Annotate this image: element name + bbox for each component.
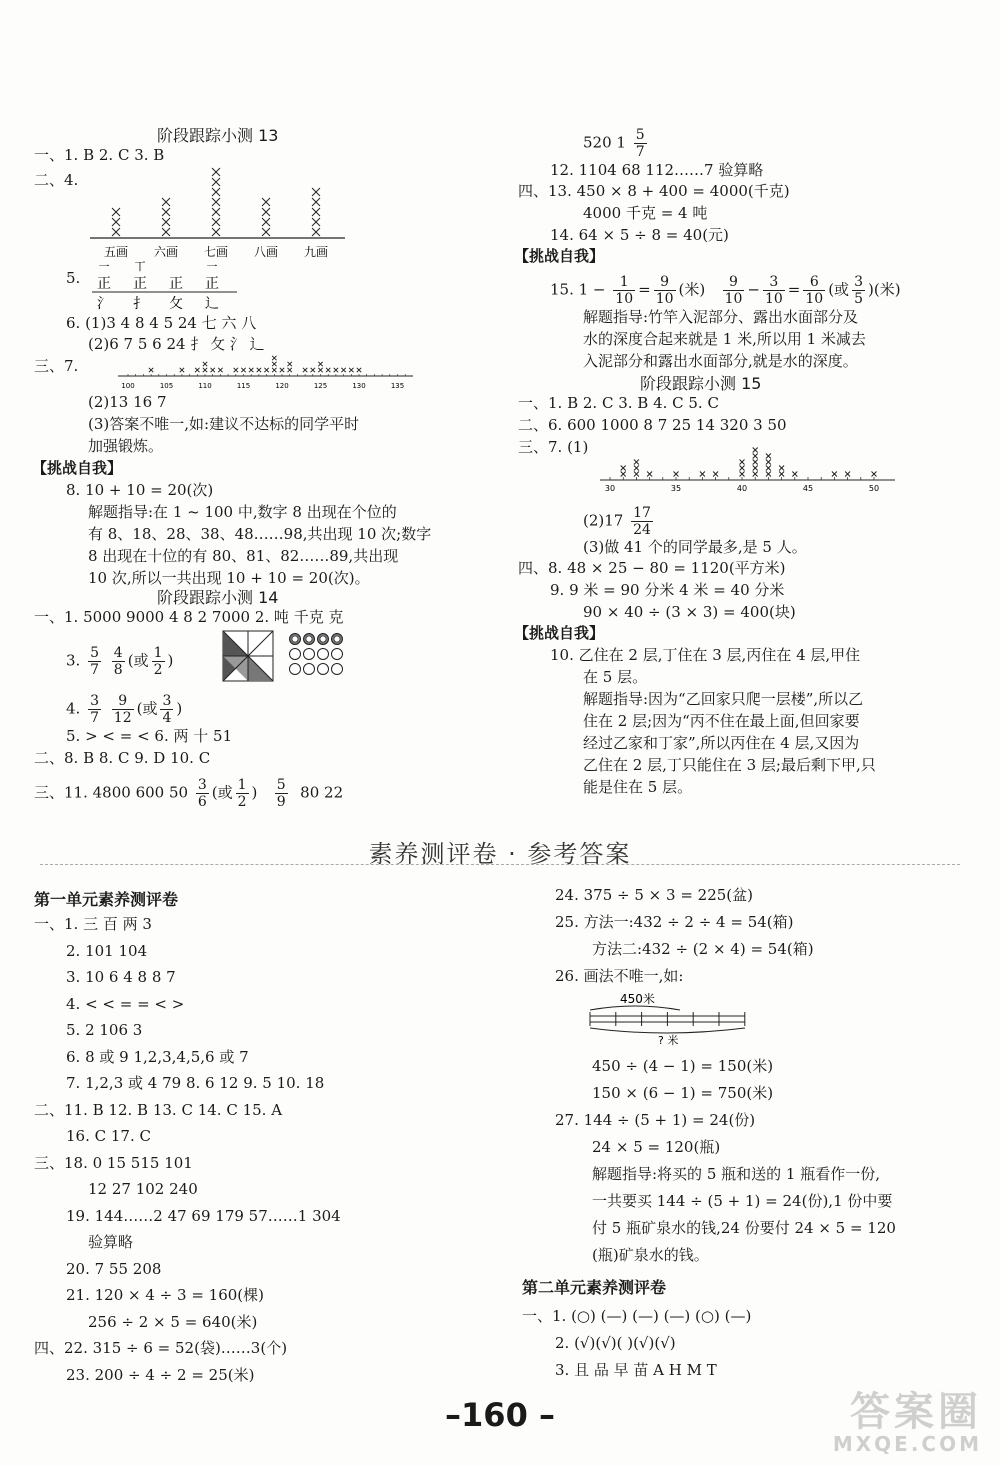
circle xyxy=(318,649,329,660)
tally-top: 一 xyxy=(206,260,218,273)
s14-circles-grid xyxy=(288,632,348,680)
frac xyxy=(236,777,249,810)
u1-answer-line: 16. C 17. C xyxy=(66,1127,151,1145)
u1-answer-line: 3. 10 6 4 8 8 7 xyxy=(66,968,176,986)
unit: )(米) xyxy=(867,280,901,299)
circle xyxy=(290,664,301,675)
circle xyxy=(332,664,343,675)
rt-q15-label: 15. 1 − xyxy=(550,280,606,299)
den: 7 xyxy=(90,710,100,726)
s14-q11-tail: 80 22 xyxy=(300,783,344,802)
unit: (米) xyxy=(678,280,706,299)
s15-challenge: 【挑战自我】 xyxy=(514,624,605,642)
frac xyxy=(634,127,647,160)
minus: − xyxy=(747,280,760,299)
axis-label: 45 xyxy=(802,484,814,493)
den: 9 xyxy=(276,794,286,810)
num: 3 xyxy=(854,274,863,290)
frac xyxy=(723,274,745,307)
u1-q25b: 方法二:432 ÷ (2 × 4) = 54(箱) xyxy=(592,940,814,958)
axis-label: 110 xyxy=(198,382,212,390)
den: 7 xyxy=(635,144,645,160)
s13-q4: 二、4. xyxy=(34,171,79,189)
tally-mark: 正 xyxy=(205,276,219,292)
axis-label: 35 xyxy=(670,484,682,493)
rt-q13: 四、13. 450 × 8 + 400 = 4000(千克) xyxy=(518,182,790,200)
num: 1 xyxy=(237,777,247,793)
or-text: (或 xyxy=(136,699,158,718)
circle xyxy=(304,664,315,675)
s13-q7: 三、7. xyxy=(34,357,79,375)
s14-q11: 三、11. 4800 600 50 $\frac{3}{6}$ (或 $\frac{1}{2}$ ) $\frac{5}{9}$ 80 22 xyxy=(34,777,344,810)
num: 5 xyxy=(276,777,286,793)
category-label: 七画 xyxy=(203,245,229,259)
s14-q3-label: 3. xyxy=(66,651,81,670)
den: 10 xyxy=(655,291,674,307)
circle xyxy=(332,649,343,660)
watermark-bottom: MXQE.COM xyxy=(832,1432,982,1456)
u1-q25: 25. 方法一:432 ÷ 2 ÷ 4 = 54(箱) xyxy=(555,913,794,931)
den: 10 xyxy=(805,291,824,307)
rt-q15a: 解题指导:竹竿入泥部分、露出水面部分及 xyxy=(583,308,859,326)
u1-answer-line: 12 27 102 240 xyxy=(88,1180,198,1198)
s13-q7b: (2)13 16 7 xyxy=(88,393,167,411)
axis-label: 100 xyxy=(121,382,135,390)
u1-answer-line: 二、11. B 12. B 13. C 14. C 15. A xyxy=(34,1100,283,1119)
num: 3 xyxy=(197,777,207,793)
u1-q24: 24. 375 ÷ 5 × 3 = 225(盆) xyxy=(555,886,753,904)
circle xyxy=(318,664,329,675)
s15-q7: 三、7. (1) xyxy=(518,438,589,456)
u1-answer-line: 4. < < = = < > xyxy=(66,994,185,1013)
den: 4 xyxy=(162,710,172,726)
frac xyxy=(88,693,101,726)
num: 9 xyxy=(112,693,134,710)
s13-q5: 5. xyxy=(66,269,81,287)
u1-answer-line: 一、1. 三 百 两 3 xyxy=(34,915,152,933)
num: 3 xyxy=(90,693,100,709)
frac xyxy=(275,777,288,810)
s15-q7b xyxy=(583,505,656,538)
u1-answer-line: 验算略 xyxy=(88,1233,134,1251)
s15-q6: 二、6. 600 1000 8 7 25 14 320 3 50 xyxy=(518,416,787,434)
u1-answer-line: 5. 2 106 3 xyxy=(66,1021,143,1039)
num: 3 xyxy=(763,274,785,291)
s13-q7c2: 加强锻炼。 xyxy=(88,437,164,455)
axis-label: 120 xyxy=(275,382,289,390)
frac xyxy=(654,274,676,307)
or-text: (或 xyxy=(211,783,233,802)
category-label: 六画 xyxy=(153,245,179,259)
s13-q8d: 10 次,所以一共出现 10 + 10 = 20(次)。 xyxy=(88,569,370,587)
den: 5 xyxy=(854,291,863,307)
section-divider xyxy=(40,864,960,865)
num: 5 xyxy=(635,127,645,143)
eq: = xyxy=(787,280,801,299)
tally-mark: 正 xyxy=(169,276,183,292)
eq: = xyxy=(638,280,651,299)
u1-q27e: (瓶)矿泉水的钱。 xyxy=(592,1246,709,1264)
s13-q8c: 8 出现在十位的有 80、81、82……89,共出现 xyxy=(88,547,399,565)
s15-q10f: 能是住在 5 层。 xyxy=(583,778,693,796)
num: 1 xyxy=(613,274,635,291)
rt-q12: 12. 1104 68 112……7 验算略 xyxy=(550,161,764,179)
rt-q14: 14. 64 × 5 ÷ 8 = 40(元) xyxy=(550,226,729,244)
den: 8 xyxy=(113,662,123,678)
s13-q8a: 解题指导:在 1 ~ 100 中,数字 8 出现在个位的 xyxy=(88,503,397,521)
rt-q15c: 入泥部分和露出水面部分,就是水的深度。 xyxy=(583,352,858,370)
circle xyxy=(290,649,301,660)
s15-q7b-text: (2)17 xyxy=(583,511,624,530)
tally-top: 一 xyxy=(98,260,110,273)
axis-label: 105 xyxy=(159,382,174,390)
s13-q1: 一、1. B 2. C 3. B xyxy=(34,146,165,164)
u1-answer-line: 四、22. 315 ÷ 6 = 52(袋)……3(个) xyxy=(34,1339,288,1357)
den: 2 xyxy=(237,794,247,810)
u1-answer-line: 三、18. 0 15 515 101 xyxy=(34,1153,193,1172)
frac xyxy=(112,693,134,726)
frac xyxy=(196,777,209,810)
s13-challenge: 【挑战自我】 xyxy=(32,459,123,477)
s15-q8: 四、8. 48 × 25 − 80 = 1120(平方米) xyxy=(518,559,786,577)
circle-inner xyxy=(334,636,340,642)
rt-q15 xyxy=(550,274,901,307)
radical-label: 扌 xyxy=(133,296,147,310)
s13-tally-table xyxy=(92,260,242,310)
rt-q13b: 4000 千克 = 4 吨 xyxy=(583,204,708,222)
u1-answer-line: 7. 1,2,3 或 4 79 8. 6 12 9. 5 10. 18 xyxy=(66,1074,325,1092)
axis-label: 135 xyxy=(390,382,405,390)
s15-q10b: 解题指导:因为“乙回家只爬一层楼”,所以乙 xyxy=(583,690,864,708)
s14-shaded-square xyxy=(222,630,274,682)
s15-q10d: 经过乙家和丁家”,所以丙住在 4 层,又因为 xyxy=(583,734,860,752)
u2-title: 第二单元素养测评卷 xyxy=(522,1278,667,1297)
frac xyxy=(631,505,653,538)
u1-q27d: 付 5 瓶矿泉水的钱,24 份要付 24 × 5 = 120 xyxy=(592,1219,896,1237)
s15-q10a: 在 5 层。 xyxy=(583,668,648,686)
num: 6 xyxy=(803,274,825,291)
rt-line0-text: 520 1 xyxy=(583,133,626,152)
u1-answer-line: 2. 101 104 xyxy=(66,941,148,960)
circle xyxy=(304,649,315,660)
s15-q10c: 住在 2 层;因为“丙不住在最上面,但回家要 xyxy=(583,712,860,730)
num: 9 xyxy=(723,274,745,291)
s14-q3: 3. $\frac{5}{7}$ $\frac{4}{8}$ (或 $\frac{1}{2}$ ) xyxy=(66,645,174,678)
u1-q27: 27. 144 ÷ (5 + 1) = 24(份) xyxy=(555,1111,756,1129)
s14-q4-label: 4. xyxy=(66,699,81,718)
num: 3 xyxy=(162,693,172,709)
rt-challenge: 【挑战自我】 xyxy=(514,247,605,265)
s15-q9b: 90 × 40 ÷ (3 × 3) = 400(块) xyxy=(583,603,796,621)
s15-q1: 一、1. B 2. C 3. B 4. C 5. C xyxy=(518,394,719,412)
tally-mark: 正 xyxy=(97,276,111,292)
den: 10 xyxy=(764,291,783,307)
axis-label: 115 xyxy=(236,382,251,390)
frac xyxy=(763,274,785,307)
axis-label: 50 xyxy=(868,484,880,493)
tally-mark: 正 xyxy=(133,276,147,292)
s13-q8b: 有 8、18、28、38、48……98,共出现 10 次;数字 xyxy=(88,525,432,543)
diagram-bottom-label: ? 米 xyxy=(658,1034,679,1046)
s14-q4: 4. $\frac{3}{7}$ $\frac{9}{12}$ (或 $\frac{3}{4}$ ) xyxy=(66,693,183,726)
s15-q9: 9. 9 米 = 90 分米 4 米 = 40 分米 xyxy=(550,581,785,599)
den: 10 xyxy=(724,291,743,307)
u1-answer-line: 23. 200 ÷ 4 ÷ 2 = 25(米) xyxy=(66,1365,255,1384)
s13-q7c1: (3)答案不唯一,如:建议不达标的同学平时 xyxy=(88,415,360,433)
u1-answer-line: 6. 8 或 9 1,2,3,4,5,6 或 7 xyxy=(66,1047,249,1066)
watermark-top: 答案圈 xyxy=(850,1389,982,1435)
den: 6 xyxy=(197,794,207,810)
s13-q6a: 6. (1)3 4 8 4 5 24 七 六 八 xyxy=(66,314,257,332)
u1-answer-line: 256 ÷ 2 × 5 = 640(米) xyxy=(88,1312,258,1331)
num: 17 xyxy=(633,505,651,521)
u2-q1: 一、1. (○) (—) (—) (—) (○) (—) xyxy=(522,1307,752,1325)
watermark-logo xyxy=(812,1380,982,1460)
frac xyxy=(88,645,101,678)
u2-q3: 3. 且 品 早 苗 A H M T xyxy=(555,1361,717,1379)
den: 7 xyxy=(90,662,100,678)
u1-answer-line: 21. 120 × 4 ÷ 3 = 160(棵) xyxy=(66,1286,264,1304)
radical-label: 攵 xyxy=(169,296,183,310)
s14-q5: 5. > < = < 6. 两 十 51 xyxy=(66,727,233,745)
or-text: (或 xyxy=(127,651,149,670)
s13-title: 阶段跟踪小测 13 xyxy=(157,126,279,145)
u2-q2: 2. (√)(√)( )(√)(√) xyxy=(555,1334,676,1352)
num: 5 xyxy=(90,645,100,661)
axis-label: 30 xyxy=(604,484,616,493)
u1-q27b: 解题指导:将买的 5 瓶和送的 1 瓶看作一份, xyxy=(592,1165,880,1183)
rt-q15b: 水的深度合起来就是 1 米,所以用 1 米减去 xyxy=(583,330,866,348)
category-label: 五画 xyxy=(103,245,129,259)
s14-q1: 一、1. 5000 9000 4 8 2 7000 2. 吨 千克 克 xyxy=(34,608,344,626)
rt-line0 xyxy=(583,127,650,160)
u1-q27a: 24 × 5 = 120(瓶) xyxy=(592,1138,721,1156)
axis-label: 40 xyxy=(736,484,748,493)
diagram-top-label: 450米 xyxy=(620,992,655,1006)
circle-inner xyxy=(292,636,298,642)
section-title: 素养测评卷 · 参考答案 xyxy=(368,840,632,868)
s14-q11-text: 三、11. 4800 600 50 xyxy=(34,783,189,802)
s15-lineplot xyxy=(600,442,900,494)
or-text: (或 xyxy=(828,280,850,299)
u1-q26: 26. 画法不唯一,如: xyxy=(555,967,684,985)
u1-q26b: 150 × (6 − 1) = 750(米) xyxy=(592,1084,774,1102)
frac xyxy=(112,645,125,678)
s15-title: 阶段跟踪小测 15 xyxy=(640,374,762,393)
den: 12 xyxy=(113,710,132,726)
category-label: 八画 xyxy=(253,245,279,259)
u1-q26-segment-diagram xyxy=(580,990,760,1046)
s15-q7c: (3)做 41 个的同学最多,是 5 人。 xyxy=(583,538,807,556)
s14-title: 阶段跟踪小测 14 xyxy=(157,588,279,607)
frac xyxy=(852,274,865,307)
den: 10 xyxy=(615,291,634,307)
s13-q6b: (2)6 7 5 6 24 扌 攵 氵 辶 xyxy=(88,335,265,353)
circle-inner xyxy=(320,636,326,642)
u1-title: 第一单元素养测评卷 xyxy=(34,890,179,909)
axis-label: 130 xyxy=(352,382,366,390)
den: 2 xyxy=(153,662,163,678)
axis-label: 125 xyxy=(313,382,328,390)
circle-inner xyxy=(306,636,312,642)
num: 9 xyxy=(654,274,676,291)
u1-answer-line: 20. 7 55 208 xyxy=(66,1259,162,1278)
num: 1 xyxy=(153,645,163,661)
u1-q26a: 450 ÷ (4 − 1) = 150(米) xyxy=(592,1057,774,1075)
frac xyxy=(803,274,825,307)
u1-answer-line: 19. 144……2 47 69 179 57……1 304 xyxy=(66,1206,341,1225)
tally-top: 丅 xyxy=(134,260,146,273)
s15-q10: 10. 乙住在 2 层,丁住在 3 层,丙住在 4 层,甲住 xyxy=(550,646,861,664)
s13-q8: 8. 10 + 10 = 20(次) xyxy=(66,481,214,499)
den: 24 xyxy=(633,522,651,538)
category-label: 九画 xyxy=(303,245,329,259)
num: 4 xyxy=(113,645,123,661)
frac xyxy=(613,274,635,307)
radical-label: 辶 xyxy=(205,296,219,310)
s15-q10e: 乙住在 2 层,丁只能住在 3 层;最后剩下甲,只 xyxy=(583,756,876,774)
s14-q8: 二、8. B 8. C 9. D 10. C xyxy=(34,749,211,767)
page-number: –160 – xyxy=(445,1396,555,1434)
u1-q27c: 一共要买 144 ÷ (5 + 1) = 24(份),1 份中要 xyxy=(592,1192,893,1210)
s13-q7-lineplot xyxy=(118,354,418,392)
s13-pictograph xyxy=(90,160,350,260)
frac xyxy=(152,645,165,678)
radical-label: 氵 xyxy=(97,296,111,310)
frac xyxy=(160,693,173,726)
